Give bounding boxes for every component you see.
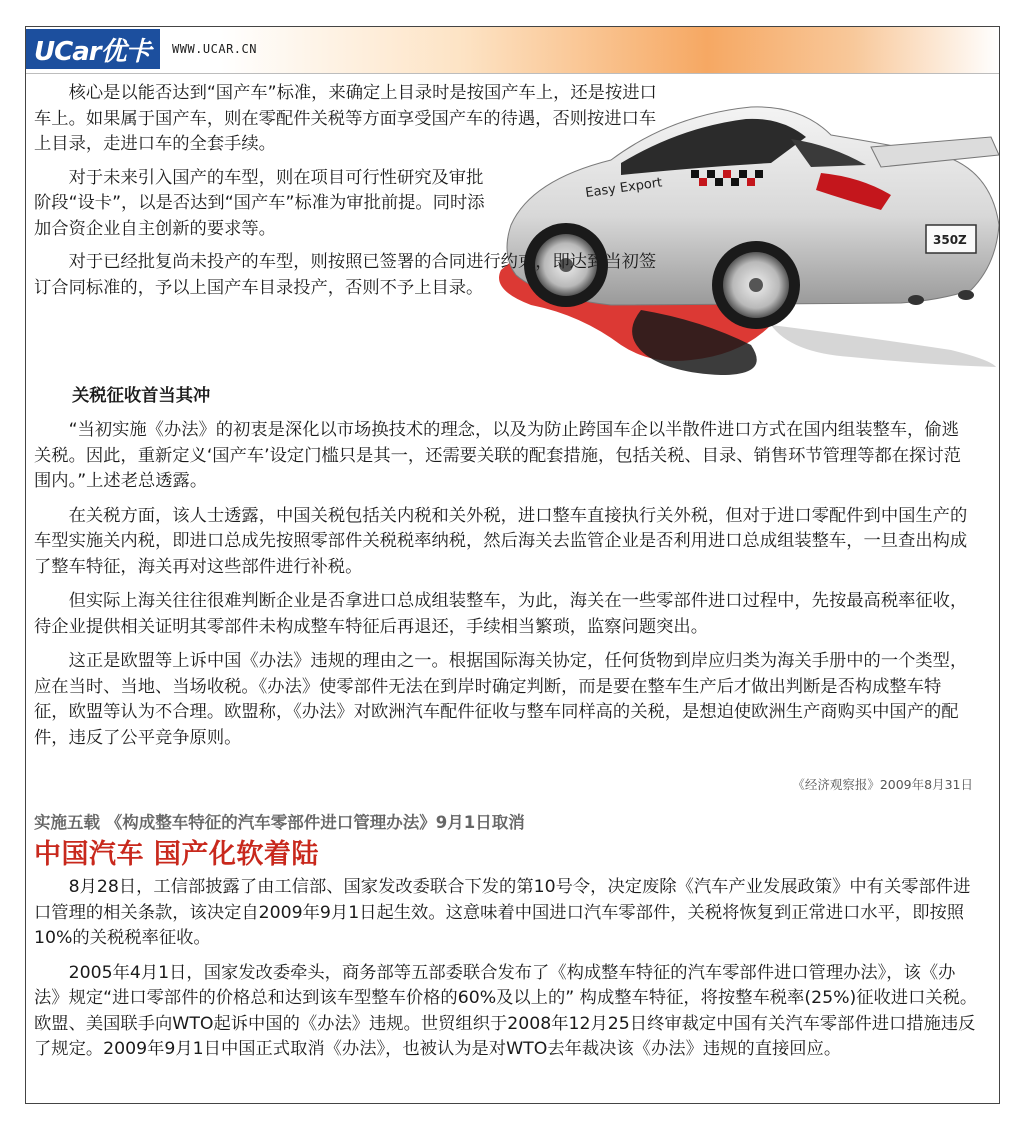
body-text bbox=[34, 418, 974, 760]
article-body bbox=[34, 875, 980, 1072]
header-banner bbox=[26, 27, 999, 73]
paragraph: 在关税方面，该人士透露，中国关税包括关内税和关外税，进口整车直接执行关外税，但对于进口零配件到中国生产的车型实施关内税，即进口总成先按照零部件关税税率纳税，然后海关去监管企业是否利用进口总成组装整车，一旦查出构成了整车特征，海关再对这些部件进行补税。 bbox=[34, 505, 968, 577]
paragraph: 2005年4月1日，国家发改委牵头，商务部等五部委联合发布了《构成整车特征的汽车零部件进口管理办法》，该《办法》规定“进口零部件的价格总和达到该车型整车价格的60%及以上的” 构成整车特征，将按整车税率(25%)征收进口关税。欧盟、美国联手向WTO起诉中国的《办法》违规。世贸组织于2008年12月25日终审裁定中国有关汽车零部件进口措施违反了规定。2009年9月1日中国正式取消《办法》，也被认为是对WTO去年裁决该《办法》违规的直接回应。 bbox=[34, 962, 978, 1059]
paragraph: 核心是以能否达到“国产车”标准，来确定上目录时是按国产车上，还是按进口车上。如果属于国产车，则在零配件关税等方面享受国产车的待遇，否则按进口车上目录，走进口车的全套手续。 bbox=[34, 83, 657, 154]
header-divider bbox=[26, 73, 999, 74]
source-citation: 《经济观察报》2009年8月31日 bbox=[792, 777, 973, 792]
paragraph: “当初实施《办法》的初衷是深化以市场换技术的理念，以及为防止跨国车企以半散件进口方式在国内组装整车，偷逃关税。因此，重新定义‘国产车’设定门槛只是其一，还需要关联的配套措施，包括关税、目录、销售环节管理等都在探讨范围内。”上述老总透露。 bbox=[34, 420, 961, 491]
ucar-logo bbox=[26, 29, 160, 69]
exhaust bbox=[908, 295, 924, 305]
page-frame bbox=[25, 26, 1000, 1104]
article-title: 中国汽车 国产化软着陆 bbox=[34, 839, 319, 870]
paragraph: 8月28日，工信部披露了由工信部、国家发改委联合下发的第10号令，决定废除《汽车产业发展政策》中有关零部件进口管理的相关条款，该决定自2009年9月1日起生效。这意味着中国进口汽车零部件，关税将恢复到正常进口水平，即按照10%的关税税率征收。 bbox=[34, 877, 971, 948]
paragraph: 对于已经批复尚未投产的车型，则按照已签署的合同进行约束，即达到当初签订合同标准的，予以上国产车目录投产，否则不予上目录。 bbox=[34, 252, 657, 298]
paragraph: 对于未来引入国产的车型，则在项目可行性研究及审批阶段“设卡”，以是否达到“国产车”标准为审批前提。同时添加合资企业自主创新的要求等。 bbox=[34, 167, 485, 239]
paragraph: 这正是欧盟等上诉中国《办法》违规的理由之一。根据国际海关协定，任何货物到岸应归类为海关手册中的一个类型，应在当时、当地、当场收税。《办法》使零部件无法在到岸时确定判断，而是要在整车生产后才做出判断是否构成整车特征，欧盟等认为不合理。欧盟称，《办法》对欧洲汽车配件征收与整车同样高的关税，是想迫使欧洲生产商购买中国产的配件，违反了公平竞争原则。 bbox=[34, 651, 968, 748]
paragraph: 但实际上海关往往很难判断企业是否拿进口总成组装整车，为此，海关在一些零部件进口过程中，先按最高税率征收，待企业提供相关证明其零部件未构成整车特征后再退还，手续相当繁琐，监察问题突出。 bbox=[34, 591, 968, 637]
logo-text: UCar优卡 bbox=[34, 36, 151, 67]
intro-text bbox=[34, 81, 664, 309]
section-heading: 关税征收首当其冲 bbox=[72, 386, 211, 406]
plate-text: 350Z bbox=[933, 233, 967, 247]
site-url: WWW.UCAR.CN bbox=[172, 42, 257, 56]
decal-text: Easy Export bbox=[584, 175, 664, 201]
article-subtitle: 实施五载 《构成整车特征的汽车零部件进口管理办法》9月1日取消 bbox=[34, 813, 525, 832]
